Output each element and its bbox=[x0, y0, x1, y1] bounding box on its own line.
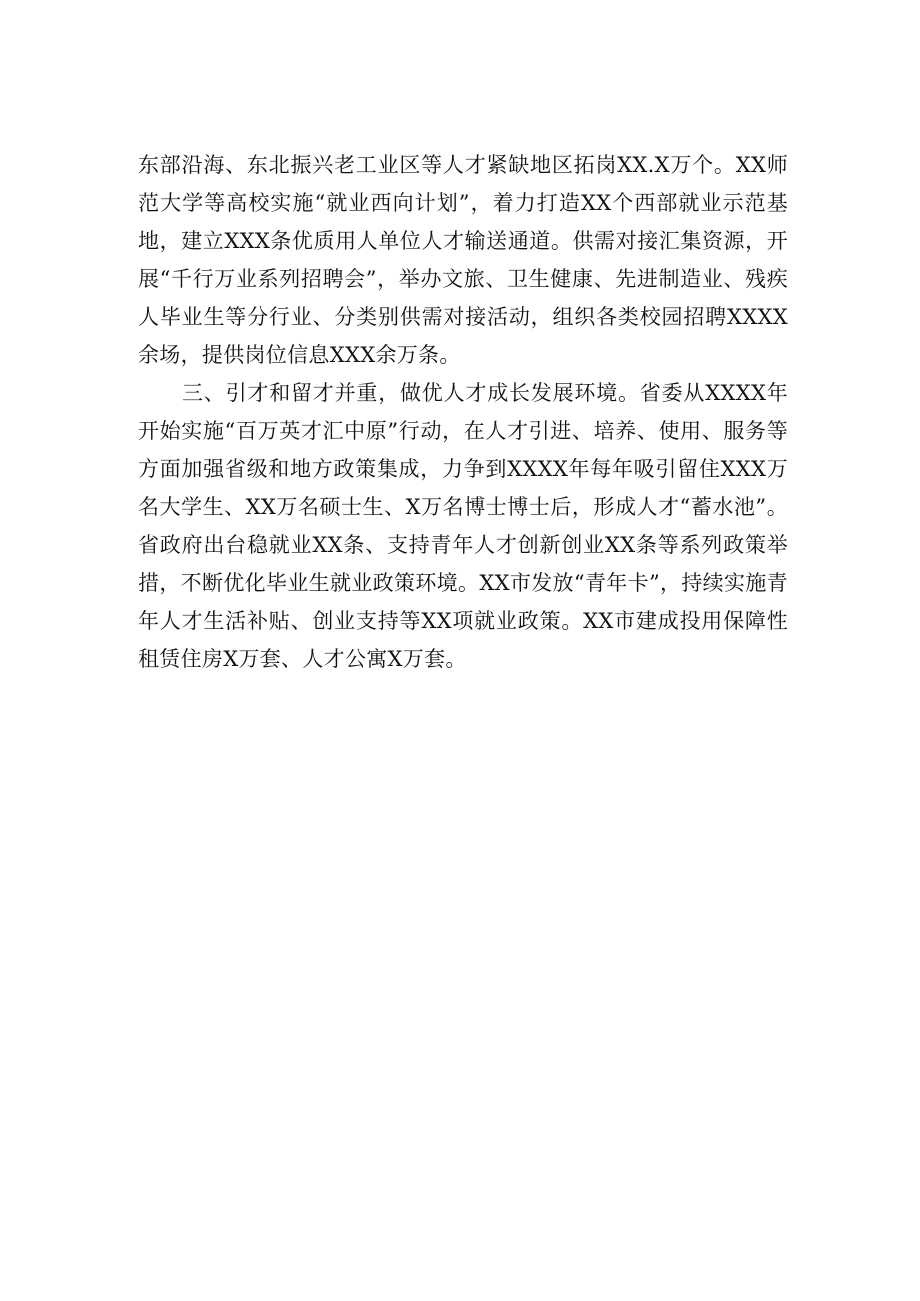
paragraph-employment-resources: 东部沿海、东北振兴老工业区等人才紧缺地区拓岗XX.X万个。XX师范大学等高校实施“就业西向计划”，着力打造XX个西部就业示范基地，建立XXX条优质用人单位人才输送通道。供需对接汇集资源，开展“千行万业系列招聘会”，举办文旅、卫生健康、先进制造业、残疾人毕业生等分行业、分类别供需对接活动，组织各类校园招聘XXXX余场，提供岗位信息XXX余万条。 bbox=[138, 153, 788, 367]
paragraph-talent-retention: 三、引才和留才并重，做优人才成长发展环境。省委从XXXX年开始实施“百万英才汇中原”行动，在人才引进、培养、使用、服务等方面加强省级和地方政策集成，力争到XXXX年每年吸引留住XXX万名大学生、XX万名硕士生、X万名博士博士后，形成人才“蓄水池”。省政府出台稳就业XX条、支持青年人才创新创业XX条等系列政策举措，不断优化毕业生就业政策环境。XX市发放“青年卡”，持续实施青年人才生活补贴、创业支持等XX项就业政策。XX市建成投用保障性租赁住房X万套、人才公寓X万套。 bbox=[138, 381, 788, 671]
document-body bbox=[138, 146, 788, 678]
